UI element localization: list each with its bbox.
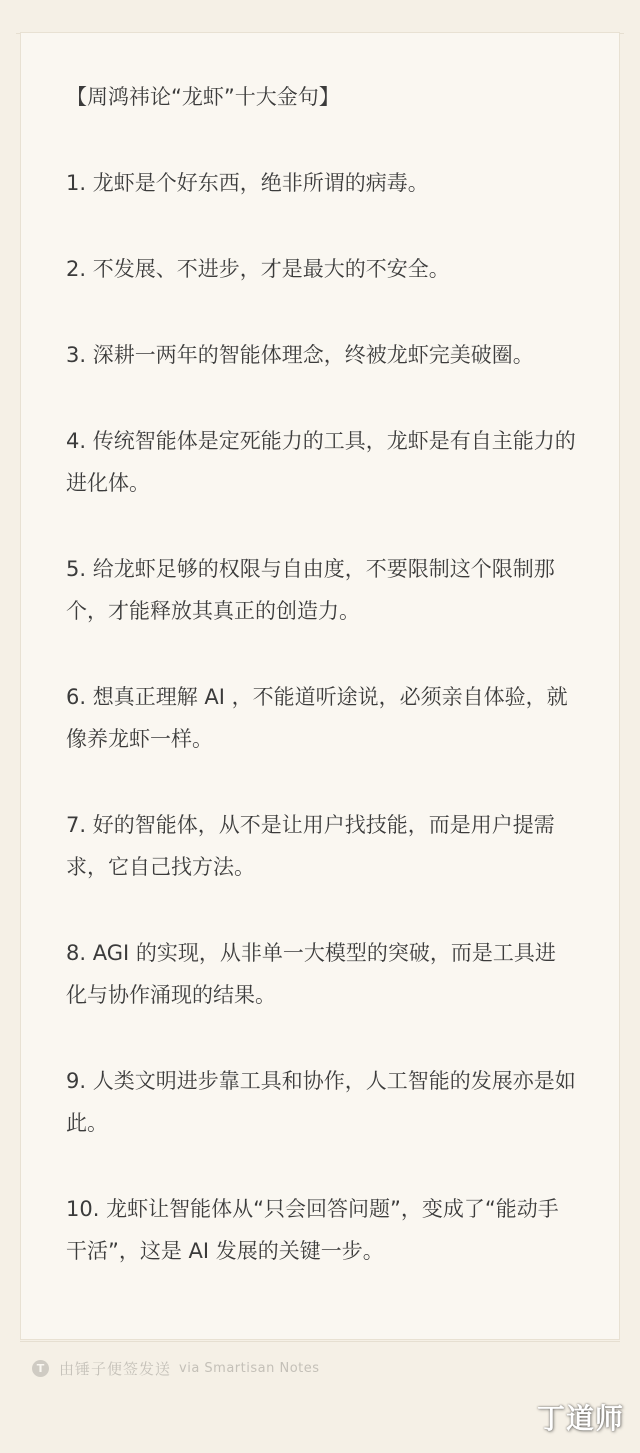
quote-item-7: 7. 好的智能体，从不是让用户找技能，而是用户提需求，它自己找方法。 [66, 813, 555, 879]
quote-list [66, 162, 576, 1272]
sent-from-label: 由锤子便签发送 [59, 1359, 172, 1378]
bottom-divider [20, 1341, 620, 1342]
quote-item-8: 8. AGI 的实现，从非单一大模型的突破，而是工具进化与协作涌现的结果。 [66, 941, 556, 1007]
quote-item-10: 10. 龙虾让智能体从“只会回答问题”，变成了“能动手干活”，这是 AI 发展的关键一步。 [66, 1197, 559, 1263]
smartisan-notes-icon: T [32, 1360, 49, 1377]
via-app-label: via Smartisan Notes [179, 1360, 320, 1376]
quote-item-3: 3. 深耕一两年的智能体理念，终被龙虾完美破圈。 [66, 343, 534, 367]
note-content [66, 76, 576, 1272]
quote-item-4: 4. 传统智能体是定死能力的工具，龙虾是有自主能力的进化体。 [66, 429, 576, 495]
quote-item-1: 1. 龙虾是个好东西，绝非所谓的病毒。 [66, 171, 429, 195]
quote-item-9: 9. 人类文明进步靠工具和协作，人工智能的发展亦是如此。 [66, 1069, 576, 1135]
quote-item-5: 5. 给龙虾足够的权限与自由度，不要限制这个限制那个，才能释放其真正的创造力。 [66, 557, 555, 623]
quote-item-6: 6. 想真正理解 AI ，不能道听途说，必须亲自体验，就像养龙虾一样。 [66, 685, 568, 751]
note-title: 【周鸿祎论“龙虾”十大金句】 [66, 85, 340, 109]
quote-item-2: 2. 不发展、不进步，才是最大的不安全。 [66, 257, 450, 281]
author-watermark: 丁道师 [536, 1402, 624, 1435]
footer-signature [32, 1357, 320, 1379]
